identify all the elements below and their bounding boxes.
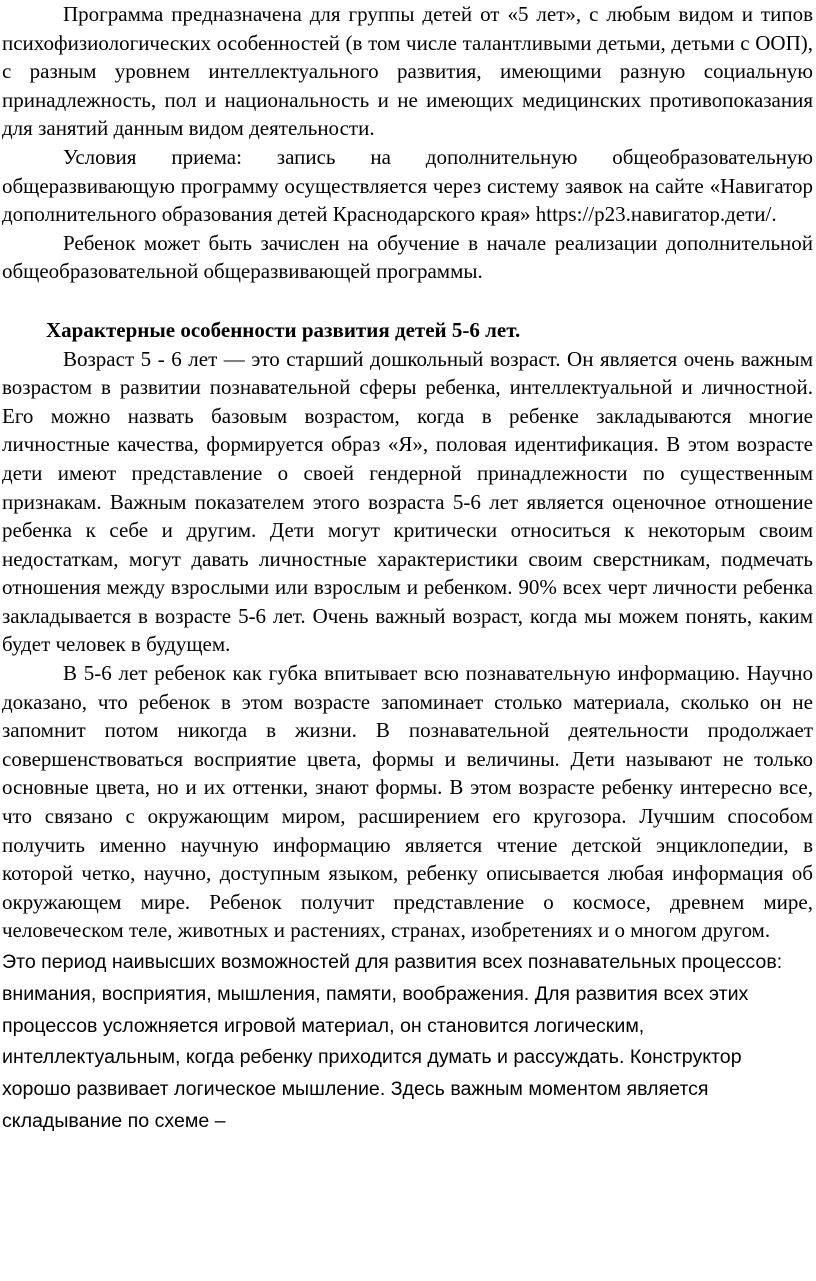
section-heading: Характерные особенности развития детей 5-6 лет. [46,317,521,342]
paragraph-cognitive-processes: Это период наивысших возможностей для развития всех познавательных процессов: внимания, восприятия, мышления, памяти, воображения. Для развития всех этих процессов усложняется игровой материал, он становится логическим, интеллектуальным, когда ребенку приходится думать и рассуждать. Конструктор хорошо развивает логическое мышление. Здесь важным моментом является складывание по схеме – [2,951,783,1132]
paragraph-cognitive-development: В 5-6 лет ребенок как губка впитывает всю познавательную информацию. Научно доказано, что ребенок в этом возрасте запоминает столько материала, сколько он не запомнит потом никогда в жизни. В познавательной деятельности продолжает совершенствоваться восприятие цвета, формы и величины. Дети называют не только основные цвета, но и их оттенки, знают формы. В этом возрасте ребенку интересно все, что связано с окружающим миром, расширением его кругозора. Лучшим способом получить именно научную информацию является чтение детской энциклопедии, в которой четко, научно, доступным языком, ребенку описывается любая информация об окружающем мире. Ребенок получит представление о космосе, древнем мире, человеческом теле, животных и растениях, странах, изобретениях и о многом другом. [2,661,813,943]
blank-line [2,286,813,316]
paragraph-admission-conditions: Условия приема: запись на дополнительную общеобразовательную общеразвивающую программу осуществляется через систему заявок на сайте «Навигатор дополнительного образования детей Краснодарского края» https://p23.навигатор.дети/. [2,144,813,227]
paragraph-target-group: Программа предназначена для группы детей от «5 лет», с любым видом и типов психофизиологических особенностей (в том числе талантливыми детьми, детьми с ООП), с разным уровнем интеллектуального развития, имеющими разную социальную принадлежность, пол и национальность и не имеющих медицинских противопоказания для занятий данным видом деятельности. [2,2,813,141]
paragraph-enrollment: Ребенок может быть зачислен на обучение в начале реализации дополнительной общеобразовательной общеразвивающей программы. [2,230,813,284]
paragraph-age-characteristics: Возраст 5 - 6 лет — это старший дошкольный возраст. Он является очень важным возрастом в развитии познавательной сферы ребенка, интеллектуальной и личностной. Его можно назвать базовым возрастом, когда в ребенке закладываются многие личностные качества, формируется образ «Я», половая идентификация. В этом возрасте дети имеют представление о своей гендерной принадлежности по существенным признакам. Важным показателем этого возраста 5-6 лет является оценочное отношение ребенка к себе и другим. Дети могут критически относиться к некоторым своим недостаткам, могут давать личностные характеристики своим сверстникам, подмечать отношения между взрослыми или взрослым и ребенком. 90% всех черт личности ребенка закладывается в возрасте 5-6 лет. Очень важный возраст, когда мы можем понять, каким будет человек в будущем. [2,346,813,657]
